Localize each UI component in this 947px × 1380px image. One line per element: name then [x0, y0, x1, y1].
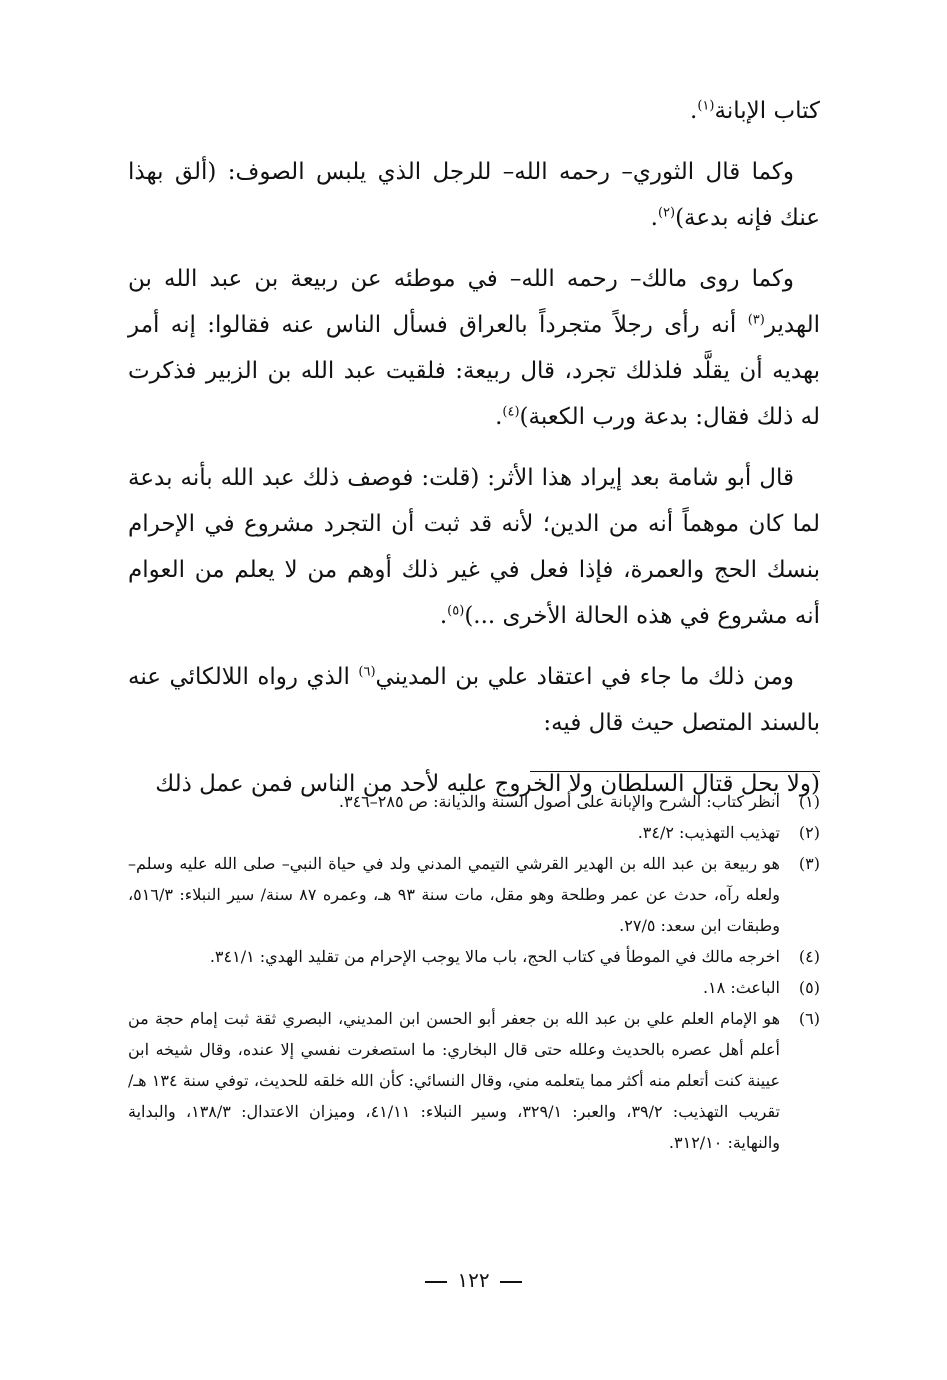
- footnote-ref-1[interactable]: (١): [697, 98, 715, 114]
- footnote-ref-5[interactable]: (٥): [447, 603, 465, 619]
- page-number-dash: [500, 1281, 522, 1283]
- paragraph-1: كتاب الإبانة$^{(١)}$.: [690, 98, 820, 124]
- footnote-text: اخرجه مالك في الموطأ في كتاب الحج، باب مالا يوجب الإحرام من تقليد الهدي: ٣٤١/١.: [209, 947, 780, 966]
- footnote-ref-3[interactable]: (٣): [747, 312, 765, 328]
- footnote-text: هو ربيعة بن عبد الله بن الهدير القرشي التيمي المدني ولد في حياة النبي– صلى الله عليه وسلم– ولعله رآه، حدث عن عمر وطلحة وهو مقل، مات سنة ٩٣ هـ، وعمره ٨٧ سنة/ سير النبلاء: ٥١٦/٣، وطبقات ابن سعد: ٢٧/٥.: [128, 854, 781, 935]
- paragraph-6: (ولا يحل قتال السلطان ولا الخروج عليه لأحد من الناس فمن عمل ذلك: [155, 771, 820, 797]
- paragraph-3: وكما روى مالك– رحمه الله– في موطئه عن ربيعة بن عبد الله بن الهدير$^{(٣)}$ أنه رأى رجلاً متجرداً بالعراق فسأل الناس عنه فقالوا: إنه أمر بهديه أن يقلَّد فلذلك تجرد، قال ربيعة: فلقيت عبد الله بن الزبير فذكرت له ذلك فقال: بدعة ورب الكعبة)$^{(٤)}$.: [128, 266, 820, 430]
- footnote-2: [128, 817, 820, 848]
- footnote-number: (٣): [798, 854, 820, 873]
- footnote-text: انظر كتاب: الشرح والإبانة على أصول السنة والديانة: ص ٢٨٥–٣٤٦.: [338, 792, 780, 811]
- footnote-number: (١): [798, 792, 820, 811]
- main-text: [128, 88, 820, 822]
- footnote-number: (٢): [798, 823, 820, 842]
- page-number: ١٢٢: [0, 1268, 947, 1292]
- footnote-ref-2[interactable]: (٢): [657, 205, 676, 221]
- footnote-1: [128, 786, 820, 817]
- footnote-text: تهذيب التهذيب: ٣٤/٢.: [637, 823, 780, 842]
- footnote-number: (٤): [798, 947, 820, 966]
- page-number-dash: [425, 1281, 447, 1283]
- footnote-number: (٥): [798, 978, 820, 997]
- footnote-text: هو الإمام العلم علي بن عبد الله بن جعفر أبو الحسن ابن المديني، البصري ثقة ثبت إمام حجة من أعلم أهل عصره بالحديث وعلله حتى قال البخاري: ما استصغرت نفسي إلا عنده، وقال شيخه ابن عيينة كنت أتعلم منه أكثر مما يتعلمه مني، وقال النسائي: كأن الله خلقه للحديث، توفي سنة ١٣٤ هـ/ تقريب التهذيب: ٣٩/٢، والعبر: ٣٢٩/١، وسير النبلاء: ٤١/١١، وميزان الاعتدال: ١٣٨/٣، والبداية والنهاية: ٣١٢/١٠.: [128, 1009, 781, 1152]
- footnote-3: [128, 848, 820, 941]
- paragraph-2: وكما قال الثوري– رحمه الله– للرجل الذي يلبس الصوف: (ألق بهذا عنك فإنه بدعة)$^{(٢)}$.: [128, 159, 820, 231]
- footnote-text: الباعث: ١٨.: [702, 978, 780, 997]
- footnote-separator: [530, 771, 820, 772]
- footnote-5: [128, 972, 820, 1003]
- footnote-number: (٦): [798, 1009, 820, 1028]
- footnotes: [128, 786, 820, 1158]
- paragraph-4: قال أبو شامة بعد إيراد هذا الأثر: (قلت: فوصف ذلك عبد الله بأنه بدعة لما كان موهماً أنه من الدين؛ لأنه قد ثبت أن التجرد مشروع في الإحرام بنسك الحج والعمرة، فإذا فعل في غير ذلك أوهم من لا يعلم من العوام أنه مشروع في هذه الحالة الأخرى ...)$^{(٥)}$.: [128, 465, 820, 629]
- footnote-4: [128, 941, 820, 972]
- footnote-ref-4[interactable]: (٤): [502, 404, 520, 420]
- footnote-6: [128, 1003, 820, 1158]
- footnote-ref-6[interactable]: (٦): [358, 664, 376, 680]
- paragraph-5: ومن ذلك ما جاء في اعتقاد علي بن المديني$^{(٦)}$ الذي رواه اللالكائي عنه بالسند المتصل حيث قال فيه:: [128, 664, 820, 736]
